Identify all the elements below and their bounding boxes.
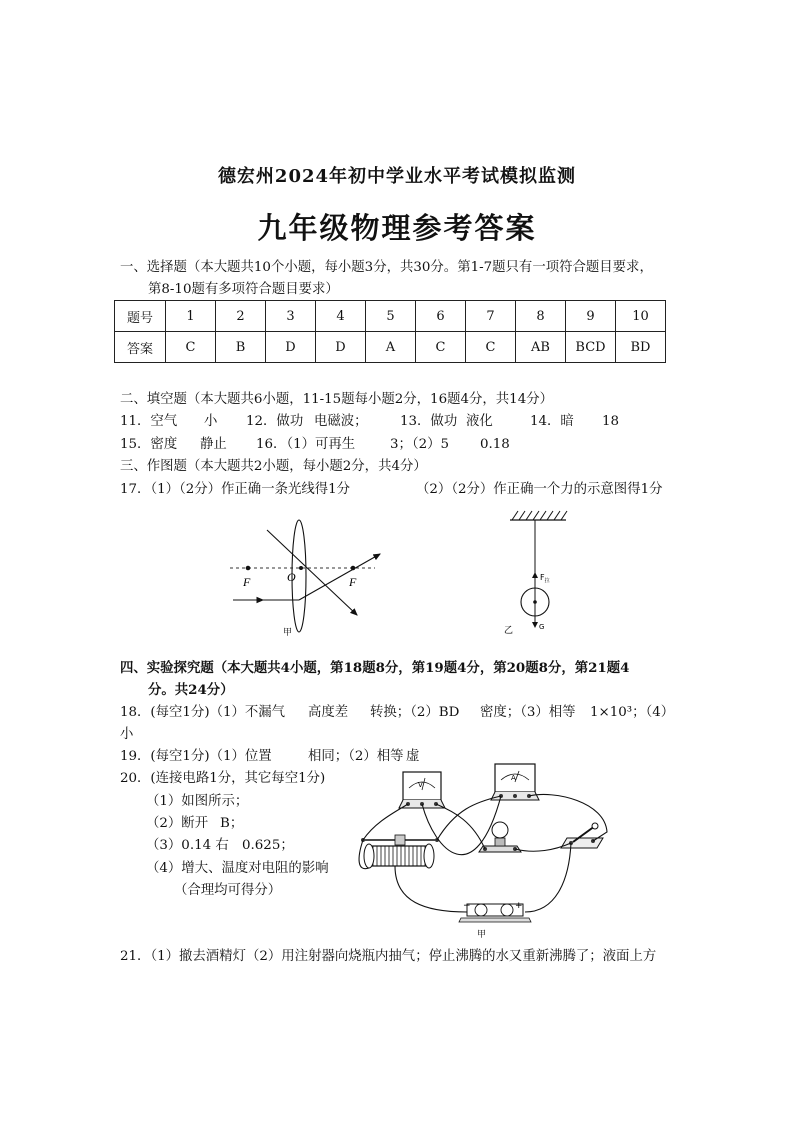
- ceiling-hatching: [512, 511, 567, 520]
- table-cell: BCD: [566, 332, 616, 363]
- table-cell: 9: [566, 301, 616, 332]
- focal-label-right: F: [349, 575, 357, 589]
- answer-line-11-14: 11．空气 小 12．做功 电磁波； 13．做功 液化 14．暗 18: [120, 414, 620, 429]
- section1-header: 一、选择题（本大题共10个小题，每小题3分，共30分。第1-7题只有一项符合题目要求，: [120, 260, 653, 275]
- section3-header: 三、作图题（本大题共2小题，每小题2分，共4分）: [120, 459, 427, 474]
- answer-line-20-1: （1）如图所示；: [146, 794, 249, 809]
- table-cell: C: [416, 332, 466, 363]
- battery-minus: −: [463, 901, 471, 911]
- answer-line-21: 21．（1）撤去酒精灯（2）用注射器向烧瓶内抽气；停止沸腾的水又重新沸腾了；液面上方: [120, 949, 657, 964]
- table-cell: D: [316, 332, 366, 363]
- section4-header-cont: 分。共24分）: [148, 682, 234, 698]
- answer-line-19: 19．(每空1分)（1）位置 相同；（2）相等 虚: [120, 749, 420, 764]
- battery: [459, 901, 531, 922]
- table-cell: 3: [266, 301, 316, 332]
- table-row-questions: [115, 301, 666, 332]
- table-cell: 8: [516, 301, 566, 332]
- table-cell: BD: [616, 332, 666, 363]
- voltmeter-label: V: [418, 781, 423, 789]
- answer-line-20-5: （合理均可得分）: [174, 883, 282, 898]
- answer-line-20-3: （3）0.14 右 0.625；: [146, 838, 294, 853]
- focal-point-right: [351, 566, 356, 571]
- table-cell: A: [366, 332, 416, 363]
- table-header-cell: 题号: [115, 301, 166, 332]
- table-cell: C: [166, 332, 216, 363]
- section4-header: 四、实验探究题（本大题共4小题，第18题8分，第19题4分，第20题8分，第21题4: [120, 660, 630, 676]
- lens-ray-diagram: [225, 512, 395, 640]
- table-cell: 6: [416, 301, 466, 332]
- table-row-answers: [115, 332, 666, 363]
- focal-label-left: F: [243, 575, 251, 589]
- tension-label: $F_拉$: [540, 573, 550, 584]
- gravity-arrowhead: [532, 622, 538, 628]
- document-title: 德宏州2024年初中学业水平考试模拟监测: [217, 166, 577, 187]
- answer-line-20-4: （4）增大、温度对电阻的影响: [146, 861, 329, 876]
- answer-line-18-cont: 小: [120, 727, 134, 742]
- focal-point-left: [246, 566, 251, 571]
- answer-line-15-16: 15．密度 静止 16．（1）可再生 3；（2）5 0.18: [120, 437, 510, 452]
- figure-caption-yi: 乙: [504, 626, 514, 636]
- table-header-cell: 答案: [115, 332, 166, 363]
- table-cell: 7: [466, 301, 516, 332]
- table-cell: 4: [316, 301, 366, 332]
- refracted-ray: [299, 554, 380, 600]
- document-subtitle: 九年级物理参考答案: [257, 211, 537, 245]
- voltmeter: [399, 772, 445, 808]
- answer-line-18: 18．(每空1分)（1）不漏气 高度差 转换；（2）BD 密度；（3）相等 1×10³；（4）: [120, 705, 675, 720]
- section2-header: 二、填空题（本大题共6小题，11-15题每小题2分，16题4分，共14分）: [120, 392, 554, 407]
- answer-line-20-2: （2）断开 B；: [146, 816, 244, 831]
- answer-line-17a: 17．（1）（2分）作正确一条光线得1分: [120, 482, 351, 497]
- ray-through-center: [267, 530, 357, 615]
- rheostat: [361, 835, 439, 868]
- table-cell: C: [466, 332, 516, 363]
- answer-table: [114, 300, 666, 363]
- table-cell: 2: [216, 301, 266, 332]
- table-cell: 5: [366, 301, 416, 332]
- table-cell: 1: [166, 301, 216, 332]
- tension-arrowhead: [532, 572, 538, 578]
- pendulum-force-diagram: [498, 508, 578, 638]
- table-cell: 10: [616, 301, 666, 332]
- circuit-diagram: [355, 762, 617, 942]
- table-cell: D: [266, 332, 316, 363]
- ammeter: [491, 764, 539, 800]
- figure-caption-circuit: 甲: [477, 930, 487, 940]
- table-cell: B: [216, 332, 266, 363]
- optical-center: [299, 566, 303, 570]
- answer-line-20: 20．(连接电路1分，其它每空1分): [120, 771, 326, 786]
- figure-caption-jia: 甲: [283, 628, 293, 638]
- table-cell: AB: [516, 332, 566, 363]
- gravity-label: G: [539, 623, 545, 631]
- center-label: O: [287, 570, 296, 584]
- answer-line-17b: （2）（2分）作正确一个力的示意图得1分: [416, 482, 663, 497]
- section1-header-cont: 第8-10题有多项符合题目要求）: [148, 282, 339, 297]
- ammeter-label: A: [511, 774, 516, 782]
- battery-plus: +: [515, 901, 523, 911]
